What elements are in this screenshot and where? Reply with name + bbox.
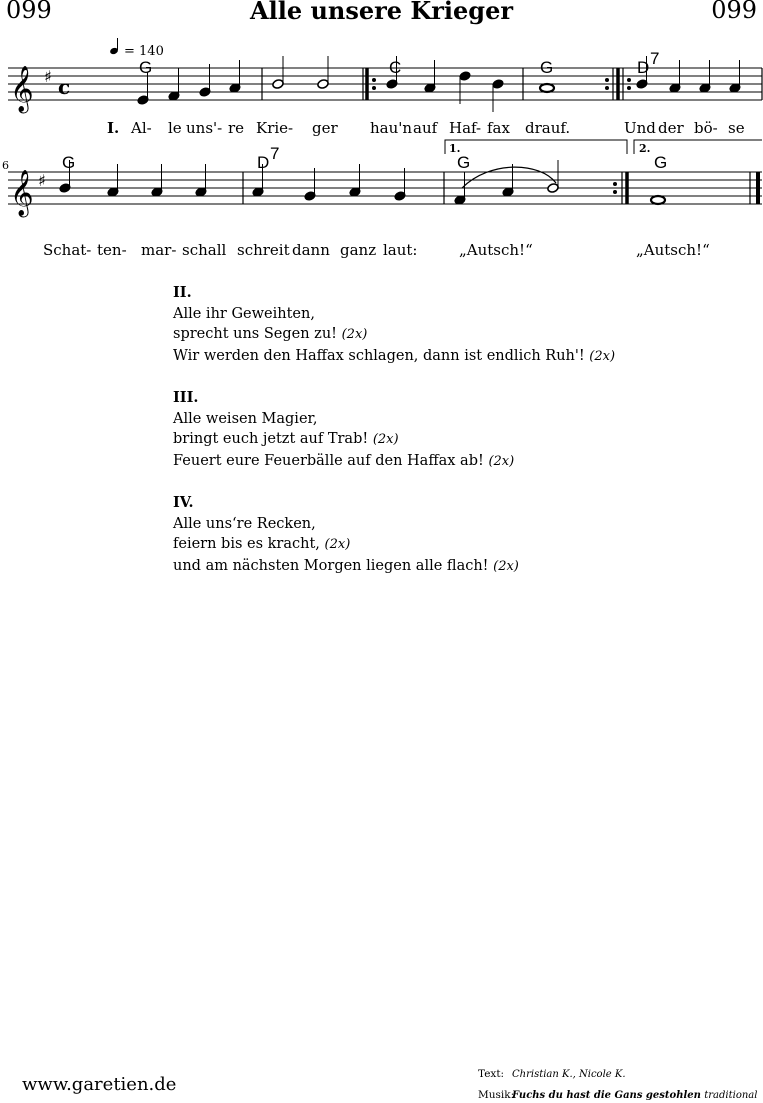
chord-superscript: 7	[270, 144, 280, 163]
lyric-syllable: schreit	[237, 241, 290, 259]
chord-symbol: G	[540, 58, 554, 77]
lyric-syllable: „Autsch!“	[459, 241, 533, 259]
verse-line: feiern bis es kracht, (2x)	[173, 536, 351, 553]
verse-number: IV.	[173, 493, 194, 511]
page-number-left: 099	[6, 0, 52, 24]
music-score	[0, 0, 763, 270]
tempo-mark	[109, 38, 164, 59]
verse-line: Alle weisen Magier,	[173, 410, 318, 427]
verse-number: III.	[173, 388, 199, 406]
verse-line: bringt euch jetzt auf Trab! (2x)	[173, 431, 399, 448]
lyric-syllable: Krie-	[256, 119, 294, 137]
verse-line: und am nächsten Morgen liegen alle flach! (2x)	[173, 557, 519, 574]
lyric-syllable: Al-	[131, 119, 152, 137]
repeat-mark: (2x)	[493, 558, 519, 574]
lyric-syllable: hau'n	[370, 119, 413, 137]
lyric-syllable: ten-	[97, 241, 127, 259]
credit-music: Musik:Fuchs du hast die Gans gestohlen traditional	[478, 1089, 758, 1101]
chord-symbol: D	[257, 153, 270, 172]
lyric-syllable: Schat-	[43, 241, 92, 259]
repeat-mark: (2x)	[488, 453, 515, 469]
slur	[462, 167, 556, 188]
treble-clef: 𝄞	[10, 66, 34, 112]
lyric-syllable: schall	[182, 241, 227, 259]
lyric-syllable: mar-	[141, 241, 177, 259]
verse-line: Alle uns‘re Recken,	[173, 515, 316, 532]
key-signature-sharp: ♯	[44, 67, 52, 86]
credit-text: Text: Christian K., Nicole K.	[478, 1068, 626, 1080]
chord-symbol: G	[62, 153, 76, 172]
repeat-mark: (2x)	[372, 432, 399, 448]
repeat-mark: (2x)	[589, 348, 616, 364]
volta-2-label: 2.	[639, 142, 651, 155]
lyric-syllable: der	[658, 119, 684, 137]
treble-clef: 𝄞	[10, 170, 34, 216]
verse-label: I.	[107, 119, 120, 137]
lyric-syllable: Haf-	[449, 119, 482, 137]
notes-2	[59, 160, 665, 205]
chord-symbol: G	[139, 58, 153, 77]
music-title: Fuchs du hast die Gans gestohlen	[512, 1090, 701, 1101]
repeat-mark: (2x)	[341, 327, 368, 343]
lyric-syllable: ger	[312, 119, 338, 137]
verse-line: Alle ihr Geweihten,	[173, 305, 315, 322]
text-authors: Christian K., Nicole K.	[512, 1069, 626, 1080]
chord-symbol: C	[389, 58, 402, 77]
time-signature: c	[58, 75, 71, 99]
verse-line: Feuert eure Feuerbälle auf den Haffax ab! (2x)	[173, 452, 515, 469]
lyric-syllable: re	[228, 119, 245, 137]
verse-line: Wir werden den Haffax schlagen, dann ist endlich Ruh'! (2x)	[173, 347, 616, 364]
chord-symbol: D	[637, 58, 650, 77]
staff-2	[8, 172, 762, 204]
footer-url: www.garetien.de	[22, 1074, 177, 1095]
lyric-syllable: ganz	[340, 241, 377, 259]
volta-1-label: 1.	[449, 142, 461, 155]
lyric-syllable: le	[168, 119, 182, 137]
key-signature-sharp: ♯	[38, 171, 46, 190]
lyric-syllable: fax	[487, 119, 510, 137]
lyric-syllable: dann	[292, 241, 330, 259]
lyric-syllable: se	[728, 119, 745, 137]
lyric-syllable: laut:	[383, 241, 418, 259]
chord-symbol: G	[654, 153, 668, 172]
measure-number: 6	[2, 159, 9, 172]
verse-2	[173, 283, 615, 367]
music-note: traditional	[704, 1090, 758, 1101]
chord-superscript: 7	[650, 49, 660, 68]
chord-symbol: G	[457, 153, 471, 172]
verse-number: II.	[173, 284, 192, 301]
verse-4	[173, 493, 615, 577]
lyric-syllable: uns'-	[186, 119, 223, 137]
verse-line: sprecht uns Segen zu! (2x)	[173, 326, 368, 343]
volta-brackets	[445, 140, 762, 154]
lyric-syllable: drauf.	[525, 119, 571, 137]
lyric-syllable: auf	[413, 119, 438, 137]
verse-3	[173, 388, 615, 472]
lyric-syllable: bö-	[694, 119, 718, 137]
page-number-right: 099	[711, 0, 757, 24]
tempo-value: = 140	[124, 44, 164, 59]
lyric-syllable: „Autsch!“	[636, 241, 710, 259]
additional-verses	[173, 283, 615, 598]
song-title: Alle unsere Krieger	[249, 0, 513, 25]
lyric-syllable: Und	[624, 119, 656, 137]
repeat-mark: (2x)	[324, 537, 351, 553]
